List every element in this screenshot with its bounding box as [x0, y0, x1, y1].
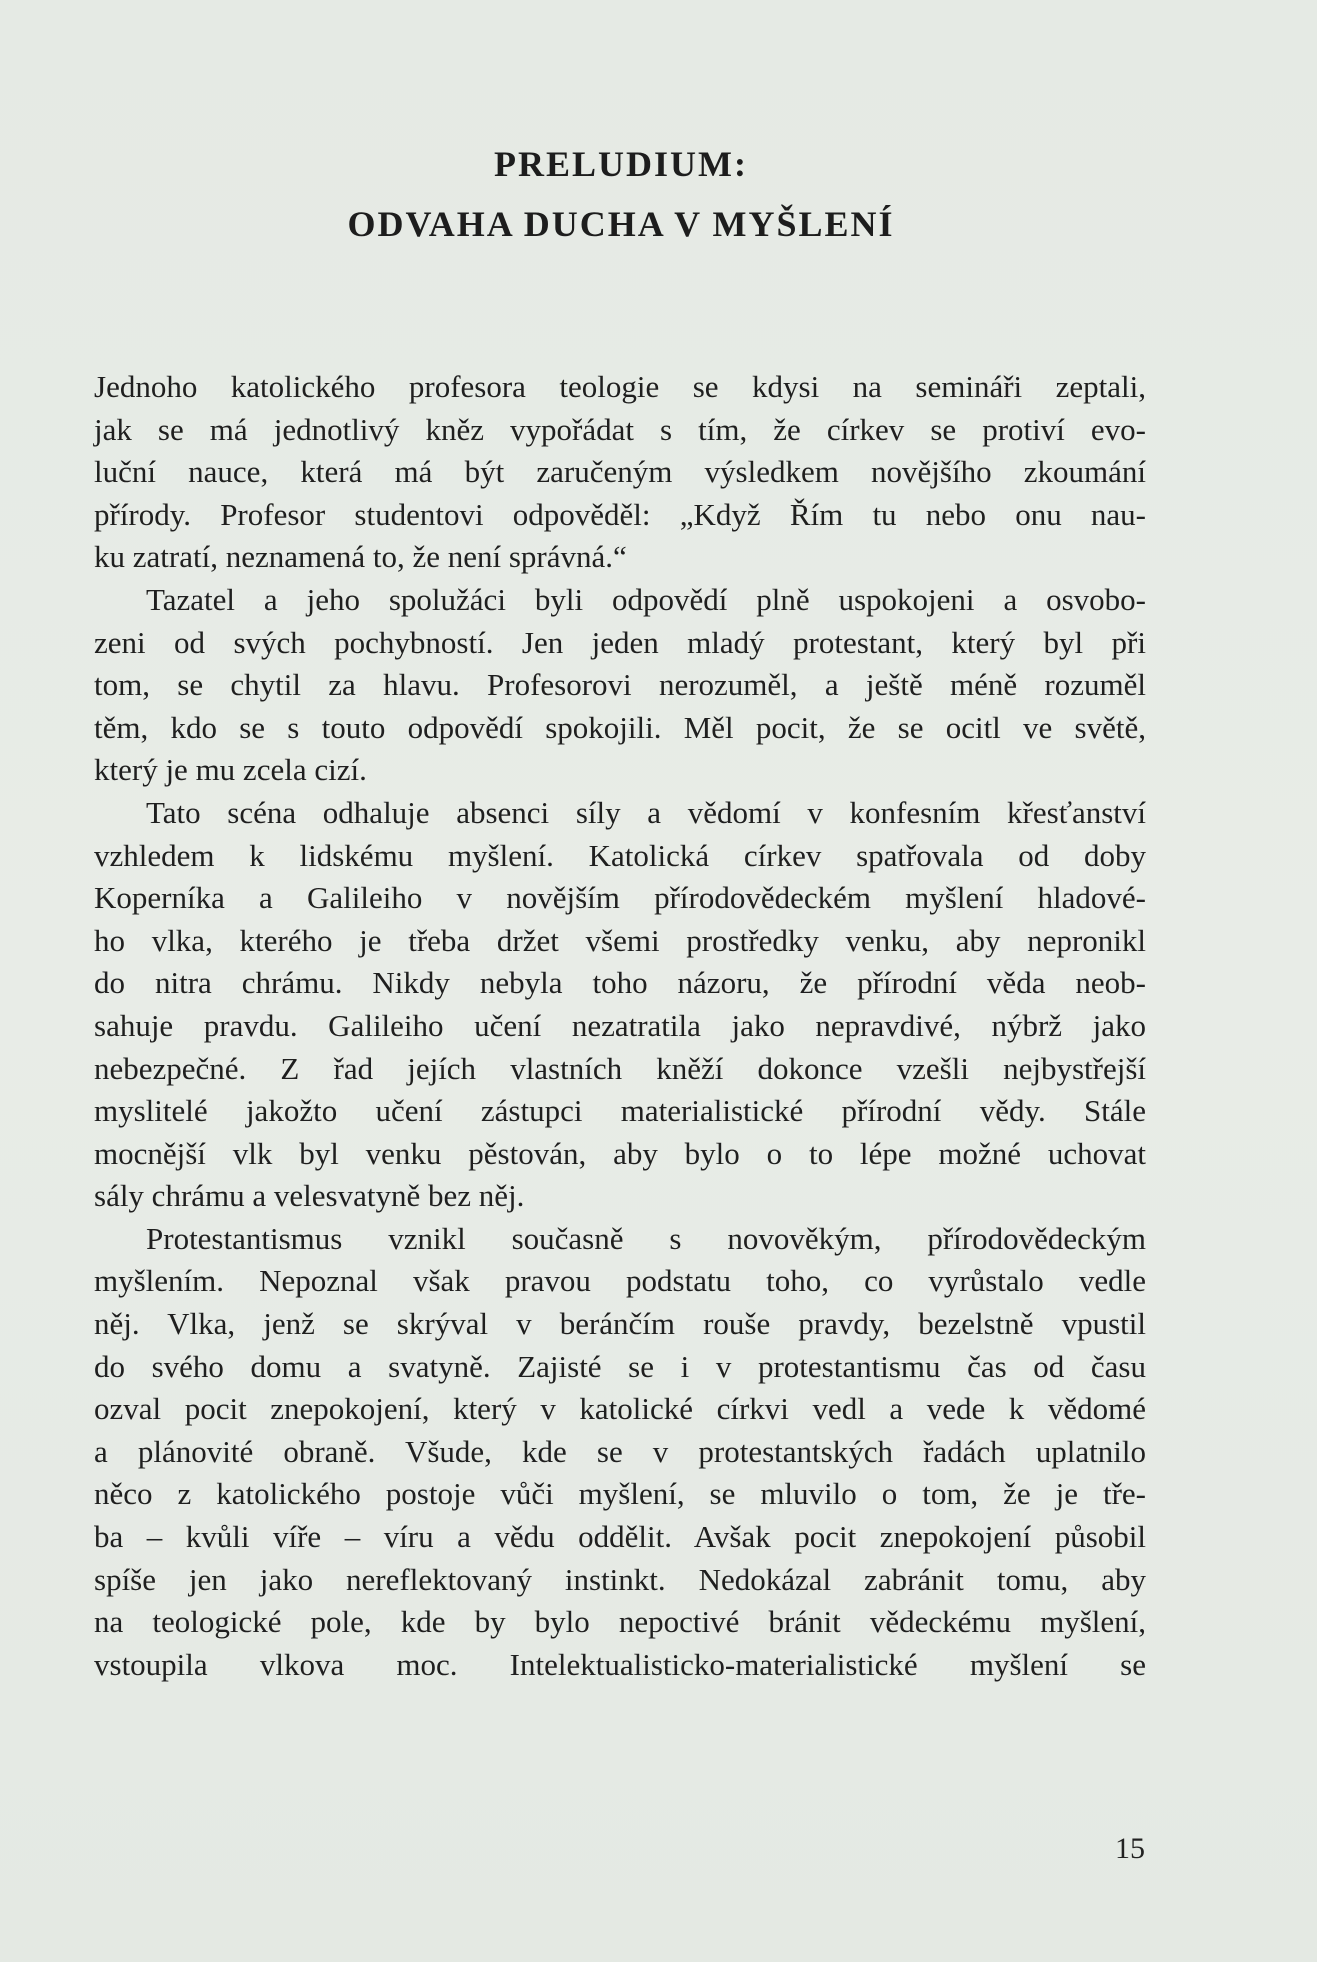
text-line: přírody. Profesor studentovi odpověděl: „Když Řím tu nebo onu nau-: [94, 496, 1146, 532]
text-line: něco z katolického postoje vůči myšlení, se mluvilo o tom, že je tře-: [94, 1476, 1146, 1512]
text-line: který je mu zcela cizí.: [94, 752, 367, 788]
text-line: vstoupila vlkova moc. Intelektualisticko-materialistické myšlení se: [94, 1646, 1146, 1682]
text-line: vzhledem k lidskému myšlení. Katolická církev spatřovala od doby: [94, 837, 1146, 873]
paragraph: [94, 366, 1146, 579]
text-line: Koperníka a Galileiho v novějším přírodovědeckém myšlení hladové-: [94, 880, 1146, 916]
body-text: [94, 366, 1146, 1686]
text-line: sály chrámu a velesvatyně bez něj.: [94, 1178, 525, 1214]
text-line: mocnější vlk byl venku pěstován, aby bylo o to lépe možné uchovat: [94, 1135, 1146, 1171]
text-line: Tazatel a jeho spolužáci byli odpovědí plně uspokojeni a osvobo-: [146, 581, 1146, 617]
text-line: Protestantismus vznikl současně s novověkým, přírodovědeckým: [146, 1220, 1146, 1256]
paragraph: [94, 792, 1146, 1218]
text-line: ozval pocit znepokojení, který v katolické církvi vedl a vede k vědomé: [94, 1391, 1146, 1427]
paragraph: [94, 579, 1146, 792]
text-line: do nitra chrámu. Nikdy nebyla toho názoru, že přírodní věda neob-: [94, 965, 1146, 1001]
text-line: něj. Vlka, jenž se skrýval v beránčím rouše pravdy, bezelstně vpustil: [94, 1306, 1146, 1342]
text-line: jak se má jednotlivý kněz vypořádat s tím, že církev se protiví evo-: [94, 411, 1146, 447]
text-line: sahuje pravdu. Galileiho učení nezatratila jako nepravdivé, nýbrž jako: [94, 1007, 1146, 1043]
text-line: do svého domu a svatyně. Zajisté se i v protestantismu čas od času: [94, 1348, 1146, 1384]
text-line: myšlením. Nepoznal však pravou podstatu toho, co vyrůstalo vedle: [94, 1263, 1146, 1299]
text-line: spíše jen jako nereflektovaný instinkt. Nedokázal zabránit tomu, aby: [94, 1561, 1146, 1597]
text-line: myslitelé jakožto učení zástupci materialistické přírodní vědy. Stále: [94, 1093, 1146, 1129]
text-line: luční nauce, která má být zaručeným výsledkem novějšího zkoumání: [94, 454, 1146, 490]
text-line: ho vlka, kterého je třeba držet všemi prostředky venku, aby nepronikl: [94, 922, 1146, 958]
text-line: zeni od svých pochybností. Jen jeden mladý protestant, který byl při: [94, 624, 1146, 660]
text-line: ba – kvůli víře – víru a vědu oddělit. Avšak pocit znepokojení působil: [94, 1519, 1146, 1555]
text-line: těm, kdo se s touto odpovědí spokojili. Měl pocit, že se ocitl ve světě,: [94, 709, 1146, 745]
text-line: ku zatratí, neznamená to, že není správná.“: [94, 539, 627, 575]
text-line: tom, se chytil za hlavu. Profesorovi nerozuměl, a ještě méně rozuměl: [94, 667, 1146, 703]
chapter-title-line-1: PRELUDIUM:: [494, 144, 748, 184]
text-line: a plánovité obraně. Všude, kde se v protestantských řadách uplatnilo: [94, 1433, 1146, 1469]
text-line: na teologické pole, kde by bylo nepoctivé bránit vědeckému myšlení,: [94, 1604, 1146, 1640]
paragraph: [94, 1218, 1146, 1687]
text-line: Jednoho katolického profesora teologie se kdysi na semináři zeptali,: [94, 369, 1146, 404]
chapter-title-line-2: ODVAHA DUCHA V MYŠLENÍ: [347, 204, 895, 244]
text-line: nebezpečné. Z řad jejích vlastních kněží dokonce vzešli nejbystřejší: [94, 1050, 1146, 1086]
text-line: Tato scéna odhaluje absenci síly a vědomí v konfesním křesťanství: [146, 794, 1146, 830]
page-number: 15: [1115, 1832, 1145, 1865]
